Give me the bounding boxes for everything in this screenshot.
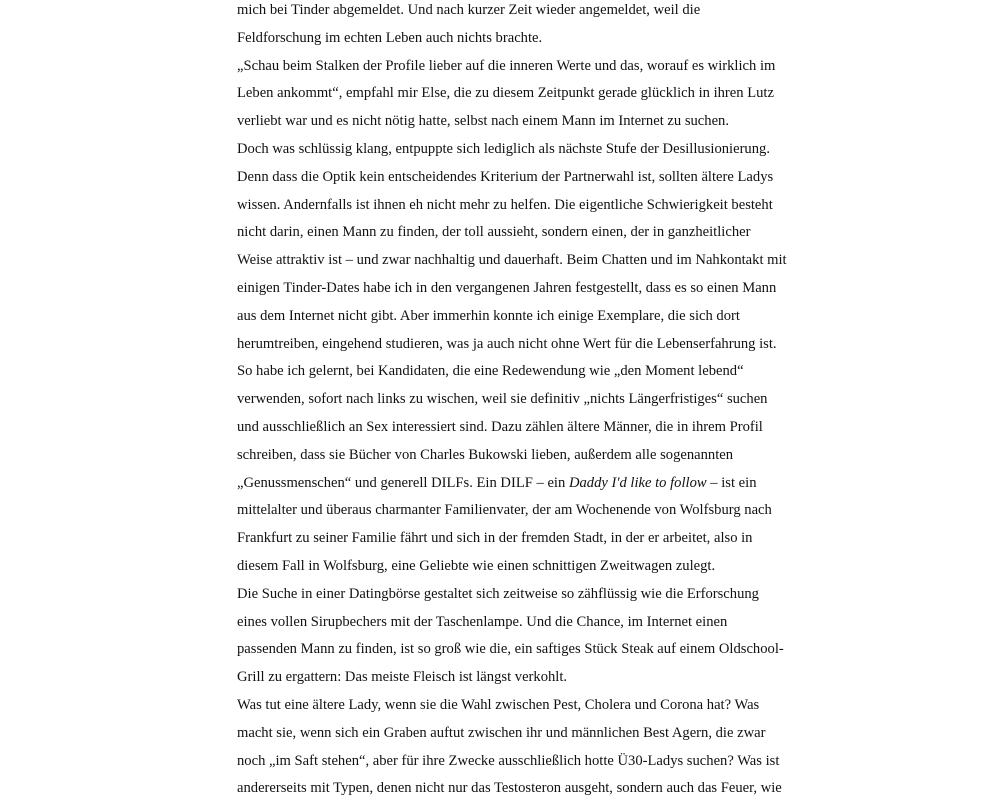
text-line: Doch was schlüssig klang, entpuppte sich lediglich als nächste Stufe der Desillusionierung. [237, 140, 770, 157]
text-line: Denn dass die Optik kein entscheidendes Kriterium der Partnerwahl ist, sollten ältere Ladys [237, 168, 774, 185]
text-line: Frankfurt zu seiner Familie fährt und sich in der fremden Stadt, in der er arbeitet, also in [237, 530, 753, 547]
body-text [237, 0, 787, 800]
italic-phrase: Daddy I'd like to follow [568, 474, 707, 491]
text-line: diesem Fall in Wolfsburg, eine Geliebte wie einen schnittigen Zweitwagen zulegt. [237, 557, 716, 574]
text-line: „Schau beim Stalken der Profile lieber auf die inneren Werte und das, worauf es wirklich im [237, 57, 776, 74]
text-line: Leben ankommt“, empfahl mir Else, die zu diesem Zeitpunkt gerade glücklich in ihren Lutz [237, 85, 774, 102]
text-line: aus dem Internet nicht gibt. Aber immerhin konnte ich einige Exemplare, die sich dort [237, 307, 740, 324]
text-line: passenden Mann zu finden, ist so groß wie die, ein saftiges Stück Steak auf einem Oldschool- [237, 641, 784, 658]
text-segment: „Genussmenschen“ und generell DILFs. Ein DILF – ein [237, 474, 569, 491]
text-line: einigen Tinder-Dates habe ich in den vergangenen Jahren festgestellt, dass es so einen Mann [237, 279, 777, 296]
text-line: verliebt war und es nicht nötig hatte, selbst nach einem Mann im Internet zu suchen. [237, 113, 729, 130]
text-line: So habe ich gelernt, bei Kandidaten, die eine Redewendung wie „den Moment lebend“ [237, 363, 744, 380]
text-segment: – ist ein [706, 474, 757, 491]
text-line: Die Suche in einer Datingbörse gestaltet sich zeitweise so zähflüssig wie die Erforschung [237, 585, 759, 602]
text-line: eines vollen Sirupbechers mit der Taschenlampe. Und die Chance, im Internet einen [237, 613, 728, 630]
text-line: Weise attraktiv ist – und zwar nachhaltig und dauerhaft. Beim Chatten und im Nahkontakt mit [237, 252, 787, 269]
text-line: macht sie, wenn sich ein Graben auftut zwischen ihr und männlichen Best Agern, die zwar [237, 724, 766, 741]
text-line: andererseits mit Typen, denen nicht nur das Testosteron ausgeht, sondern auch das Feuer, wie [237, 780, 782, 797]
text-line: herumtreiben, eingehend studieren, was ja auch nicht ohne Wert für die Lebenserfahrung ist. [237, 335, 777, 352]
text-line: verwenden, sofort nach links zu wischen, weil sie definitiv „nichts Längerfristiges“ suchen [237, 391, 768, 408]
text-line: wissen. Andernfalls ist ihnen eh nicht mehr zu helfen. Die eigentliche Schwierigkeit besteht [237, 196, 773, 213]
text-line: Grill zu ergattern: Das meiste Fleisch ist längst verkohlt. [237, 669, 568, 686]
text-line: nicht darin, einen Mann zu finden, der toll aussieht, sondern einen, der in ganzheitlicher [237, 224, 751, 241]
text-line: Feldforschung im echten Leben auch nichts brachte. [237, 29, 543, 46]
text-line: mittelalter und überaus charmanter Familienvater, der am Wochenende von Wolfsburg nach [237, 502, 772, 519]
text-line: schreiben, dass sie Bücher von Charles Bukowski lieben, außerdem alle sogenannten [237, 446, 734, 463]
text-line-with-italic [237, 470, 777, 498]
text-line: Was tut eine ältere Lady, wenn sie die Wahl zwischen Pest, Cholera und Corona hat? Was [237, 696, 760, 713]
text-line: und ausschließlich an Sex interessiert sind. Dazu zählen ältere Männer, die in ihrem Profil [237, 418, 763, 435]
text-line: noch „im Saft stehen“, aber für ihre Zwecke ausschließlich hotte Ü30-Ladys suchen? Was ist [237, 752, 780, 769]
text-line: mich bei Tinder abgemeldet. Und nach kurzer Zeit wieder angemeldet, weil die [237, 2, 701, 18]
